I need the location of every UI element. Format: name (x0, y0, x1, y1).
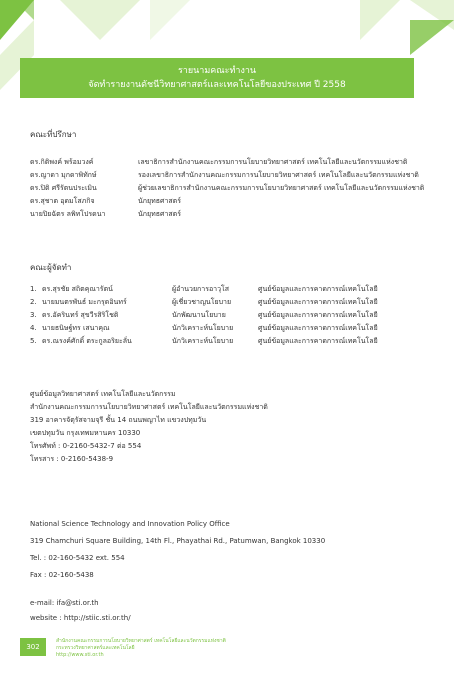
advisor-role: ผู้ช่วยเลขาธิการสำนักงานคณะกรรมการนโยบายวิทยาศาสตร์ เทคโนโลยีและนวัตกรรมแห่งชาติ (138, 184, 425, 192)
advisor-name: ดร.ญาดา มุกดาพิทักษ์ (30, 171, 97, 179)
banner-title: รายนามคณะทำงาน (177, 66, 257, 76)
page-footer (20, 638, 454, 680)
english-address-block (30, 516, 325, 584)
footer-url[interactable]: http://www.sti.or.th (56, 652, 104, 658)
author-role: ผู้อำนวยการอาวุโส (172, 285, 230, 293)
advisor-role: รองเลขาธิการสำนักงานคณะกรรมการนโยบายวิทยาศาสตร์ เทคโนโลยีและนวัตกรรมแห่งชาติ (138, 171, 419, 179)
advisor-name: นายปิยฉัตร ลพิทโปรดนา (30, 210, 106, 218)
author-name: นายมนตรพันธ์ มะกรุดอินทร์ (42, 298, 127, 306)
author-org: ศูนย์ข้อมูลและการคาดการณ์เทคโนโลยี (258, 311, 378, 319)
advisor-role: นักยุทธศาสตร์ (138, 197, 181, 205)
author-org: ศูนย์ข้อมูลและการคาดการณ์เทคโนโลยี (258, 337, 378, 345)
author-org: ศูนย์ข้อมูลและการคาดการณ์เทคโนโลยี (258, 285, 378, 293)
title-banner (20, 58, 414, 98)
english-address-line: National Science Technology and Innovation Policy Office (30, 520, 230, 528)
author-number: 2. (30, 298, 37, 306)
thai-address-line: สำนักงานคณะกรรมการนโยบายวิทยาศาสตร์ เทคโนโลยีและนวัตกรรมแห่งชาติ (30, 403, 268, 411)
advisor-name: ดร.สุชาต อุดมโสภกิจ (30, 197, 95, 205)
page-number: 302 (20, 638, 46, 656)
author-org: ศูนย์ข้อมูลและการคาดการณ์เทคโนโลยี (258, 298, 378, 306)
author-number: 4. (30, 324, 37, 332)
author-role: นักวิเคราะห์นโยบาย (172, 337, 234, 345)
author-role: นักวิเคราะห์นโยบาย (172, 324, 234, 332)
thai-address-line: ศูนย์ข้อมูลวิทยาศาสตร์ เทคโนโลยีและนวัตกรรม (30, 390, 176, 398)
advisors-heading: คณะที่ปรึกษา (30, 130, 77, 139)
advisor-role: เลขาธิการสำนักงานคณะกรรมการนโยบายวิทยาศาสตร์ เทคโนโลยีและนวัตกรรมแห่งชาติ (138, 158, 408, 166)
author-role: นักพัฒนานโยบาย (172, 311, 226, 319)
advisor-role: นักยุทธศาสตร์ (138, 210, 181, 218)
english-phone: Tel. : 02-160-5432 ext. 554 (30, 554, 125, 562)
thai-phone: โทรศัพท์ : 0-2160-5432-7 ต่อ 554 (30, 442, 142, 450)
thai-address-block (30, 388, 268, 466)
footer-ministry: กระทรวงวิทยาศาสตร์และเทคโนโลยี (56, 645, 135, 651)
author-name: ดร.ณรงค์ศักดิ์ ตระกูลอริยะลั่น (42, 337, 132, 345)
advisor-name: ดร.ปิติ ศรีรัตนประเมิน (30, 184, 97, 192)
thai-fax: โทรสาร : 0-2160-5438-9 (30, 455, 114, 463)
email-link[interactable]: e-mail: ifa@sti.or.th (30, 599, 99, 607)
contact-block (30, 596, 131, 626)
footer-org: สำนักงานคณะกรรมการนโยบายวิทยาศาสตร์ เทคโนโลยีและนวัตกรรมแห่งชาติ (56, 638, 226, 644)
author-name: นายธนิษฐ์ทร เสนาคุณ (42, 324, 110, 332)
advisor-name: ดร.กิติพงค์ พร้อมวงค์ (30, 158, 94, 166)
author-role: ผู้เชี่ยวชาญนโยบาย (172, 298, 232, 306)
author-name: ดร.สุรชัย สถิตคุณารัตน์ (42, 285, 113, 293)
english-address-line: 319 Chamchuri Square Building, 14th Fl., Phayathai Rd., Patumwan, Bangkok 10330 (30, 537, 326, 545)
author-number: 5. (30, 337, 37, 345)
author-name: ดร.อัครินทร์ สุขวีรสิริโชติ (42, 311, 119, 319)
author-number: 1. (30, 285, 37, 293)
author-org: ศูนย์ข้อมูลและการคาดการณ์เทคโนโลยี (258, 324, 378, 332)
website-link[interactable]: website : http://stiic.sti.or.th/ (30, 614, 131, 622)
thai-address-line: เขตปทุมวัน กรุงเทพมหานคร 10330 (30, 429, 141, 437)
author-number: 3. (30, 311, 37, 319)
banner-subtitle: จัดทำรายงานดัชนีวิทยาศาสตร์และเทคโนโลยีของประเทศ ปี 2558 (88, 80, 346, 90)
thai-address-line: 319 อาคารจัตุรัสจามจุรี ชั้น 14 ถนนพญาไท แขวงปทุมวัน (30, 416, 207, 424)
english-fax: Fax : 02-160-5438 (30, 571, 94, 579)
authors-heading: คณะผู้จัดทำ (30, 263, 72, 272)
footer-text (56, 638, 226, 659)
